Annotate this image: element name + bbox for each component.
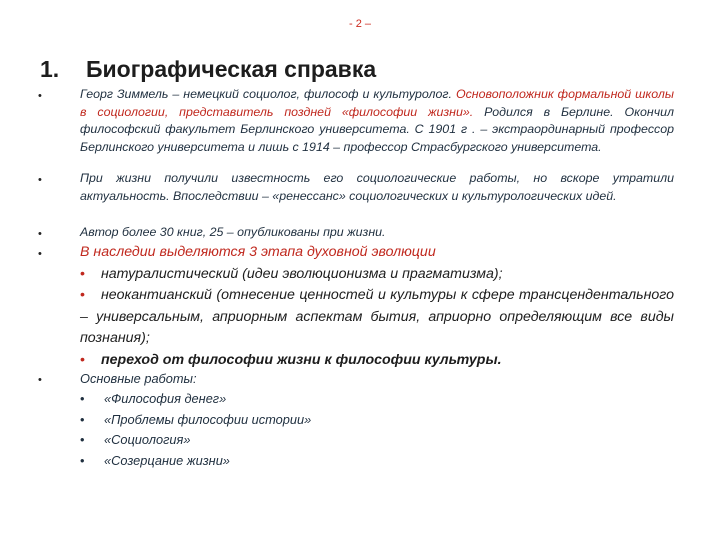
work-title: «Созерцание жизни» [104, 452, 230, 468]
section-heading [40, 56, 376, 83]
stage-item [80, 264, 674, 286]
bullet-fame: При жизни получили известность его социологические работы, но вскоре утратили актуальность. Впоследствии – «ренессанс» социологических и культурологических идей. [80, 171, 674, 203]
bio-intro: Георг Зиммель – немецкий социолог, философ и культуролог. [80, 87, 452, 101]
page-number: - 2 – [348, 18, 371, 30]
bullet-biography [80, 86, 674, 156]
stage-marker: • [80, 287, 85, 303]
works-lead: Основные работы: [80, 371, 197, 386]
bullet-works [80, 369, 674, 471]
work-item [80, 451, 674, 471]
stage-item [80, 285, 674, 350]
bullet-marker: • [38, 90, 42, 102]
work-title: «Философия денег» [104, 391, 227, 407]
stages-lead: В наследии выделяются 3 этапа духовной эволюции [80, 244, 436, 260]
stage-text: переход от философии жизни к философии культуры. [100, 351, 502, 368]
work-item [80, 389, 674, 409]
bullet-stages [80, 242, 674, 371]
work-item [80, 410, 674, 430]
work-marker: • [80, 432, 85, 448]
work-marker: • [80, 411, 85, 427]
work-title: «Проблемы философии истории» [104, 411, 312, 427]
bullet-books: Автор более 30 книг, 25 – опубликованы при жизни. [80, 225, 386, 239]
stage-text: натуралистический (идеи эволюционизма и прагматизма); [100, 265, 503, 282]
bullet-marker: • [38, 374, 42, 386]
stage-marker: • [80, 351, 85, 368]
bullet-marker: • [38, 228, 42, 240]
bio-founder: Основоположник формальной школы в социологии, представитель поздней «философии жизни». [80, 87, 674, 119]
bio-career: Родился в Берлине. Окончил философский факультет Берлинского университета. С 1901 г . – экстраординарный профессор Берлинского университета и лишь с 1914 – профессор Страсбургского университета. [80, 104, 674, 154]
stage-item [80, 350, 674, 372]
bullet-marker: • [38, 174, 42, 186]
heading-number: 1. [40, 56, 60, 82]
work-title: «Социология» [104, 432, 191, 448]
stage-marker: • [80, 265, 85, 282]
stage-text: неокантианский (отнесение ценностей и культуры к сфере трансцендентального – универсальным, априорным аспектам бытия, априорно определяющим все виды познания); [80, 287, 674, 346]
bullet-marker: • [38, 248, 42, 260]
work-item [80, 430, 674, 450]
work-marker: • [80, 391, 85, 407]
work-marker: • [80, 452, 85, 468]
heading-text: Биографическая справка [86, 56, 377, 82]
